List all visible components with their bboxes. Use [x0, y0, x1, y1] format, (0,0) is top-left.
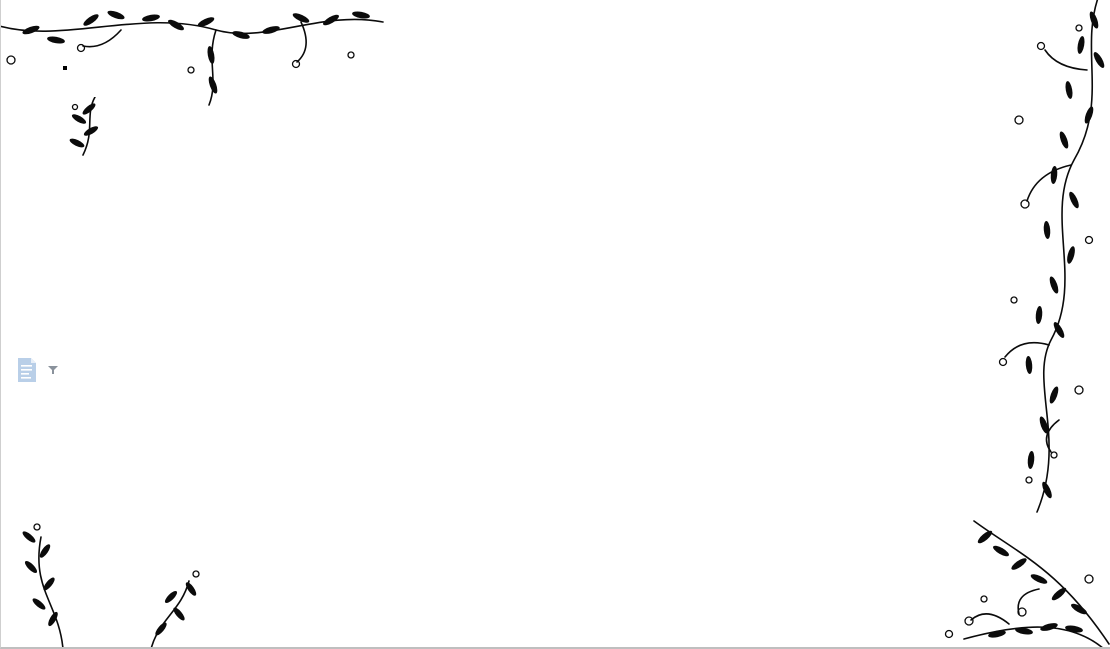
small-dropdown-icon[interactable] — [48, 366, 58, 375]
document-page-icon — [15, 356, 39, 384]
floral-sprig-breakfast-cell — [65, 97, 113, 157]
floral-decoration-top-left — [1, 0, 386, 150]
menu-table — [63, 66, 67, 70]
document-anchor-control[interactable] — [15, 356, 58, 384]
floral-decoration-bottom-left — [1, 519, 231, 649]
floral-decoration-right-edge — [959, 0, 1110, 515]
floral-decoration-bottom-right — [889, 509, 1110, 649]
